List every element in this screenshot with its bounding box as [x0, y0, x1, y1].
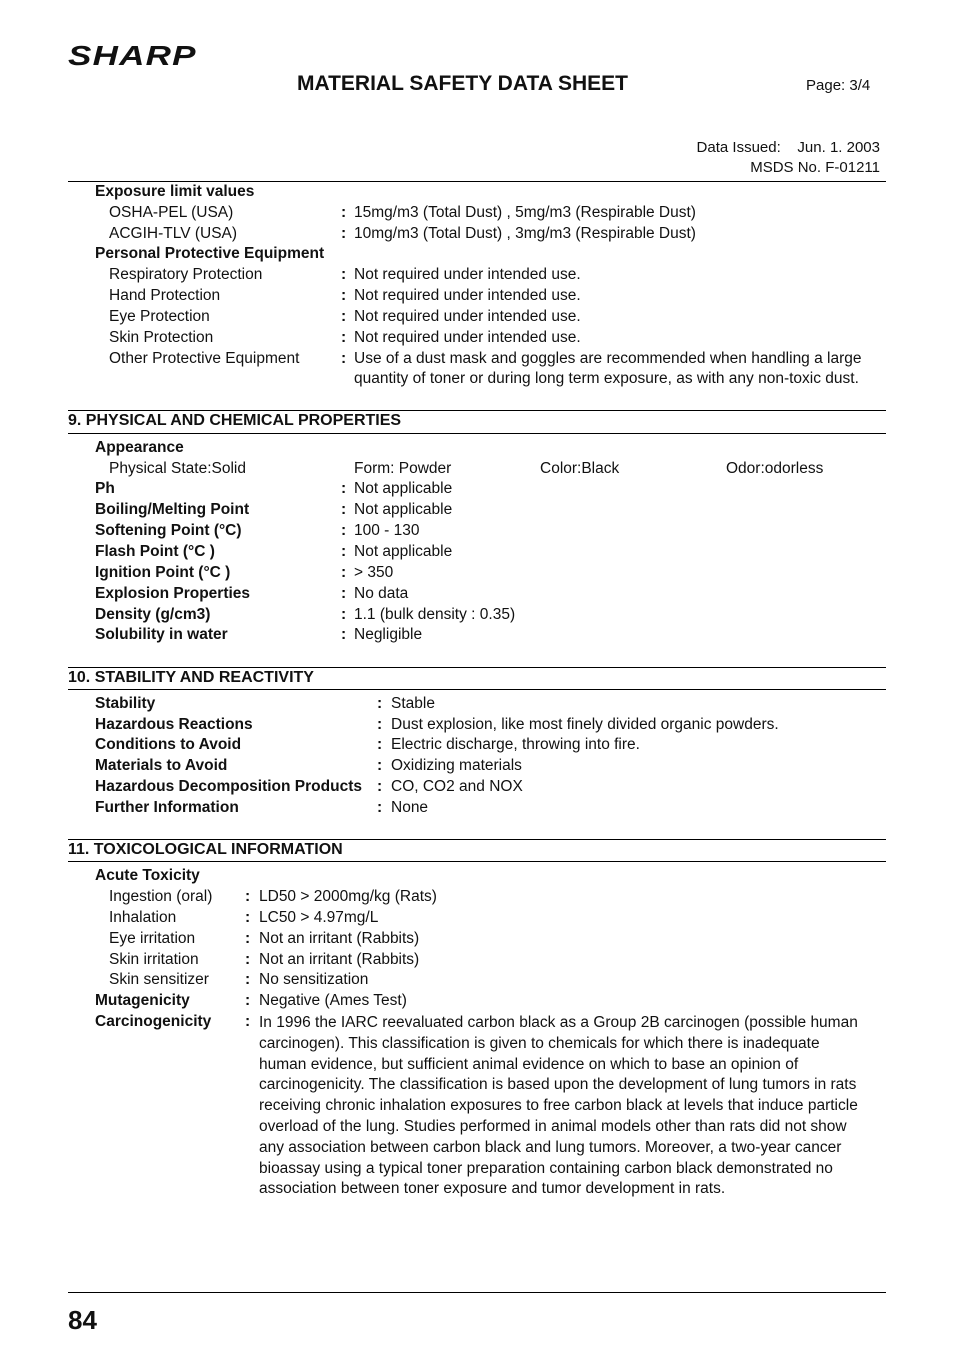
colon: : — [341, 204, 347, 221]
colon: : — [341, 225, 347, 242]
osha-value: 15mg/m3 (Total Dust) , 5mg/m3 (Respirable Dust) — [354, 204, 696, 221]
colon: : — [377, 778, 383, 795]
physical-state: Physical State:Solid — [109, 460, 246, 477]
section-10-heading: 10. STABILITY AND REACTIVITY — [68, 669, 314, 686]
color: Color:Black — [540, 460, 620, 477]
osha-label: OSHA-PEL (USA) — [109, 204, 234, 221]
colon: : — [377, 799, 383, 816]
density-label: Density (g/cm3) — [95, 606, 211, 623]
divider — [68, 667, 886, 668]
further-info-label: Further Information — [95, 799, 239, 816]
colon: : — [245, 992, 251, 1009]
ingestion-label: Ingestion (oral) — [109, 888, 213, 905]
ignition-label: Ignition Point (°C ) — [95, 564, 231, 581]
conditions-label: Conditions to Avoid — [95, 736, 242, 753]
stability-value: Stable — [391, 695, 435, 712]
hazardous-reactions-label: Hazardous Reactions — [95, 716, 253, 733]
solubility-label: Solubility in water — [95, 626, 228, 643]
colon: : — [377, 695, 383, 712]
colon: : — [341, 585, 347, 602]
appearance-heading: Appearance — [95, 439, 184, 456]
skin-value: Not required under intended use. — [354, 329, 581, 346]
divider — [68, 839, 886, 840]
ppe-heading: Personal Protective Equipment — [95, 245, 325, 262]
skin-irritation-value: Not an irritant (Rabbits) — [259, 951, 420, 968]
density-value: 1.1 (bulk density : 0.35) — [354, 606, 516, 623]
data-issued: Data Issued: Jun. 1. 2003 — [696, 139, 880, 156]
divider — [68, 1292, 886, 1293]
stability-label: Stability — [95, 695, 156, 712]
divider — [68, 861, 886, 862]
issue-info — [697, 138, 880, 178]
ignition-value: > 350 — [354, 564, 394, 581]
colon: : — [245, 971, 251, 988]
explosion-value: No data — [354, 585, 409, 602]
page-indicator: Page: 3/4 — [806, 77, 871, 94]
hazardous-reactions-value: Dust explosion, like most finely divided organic powders. — [391, 716, 779, 733]
carcinogenicity-line: carcinogen). This classification is given to chemicals for which there is inadequate — [259, 1034, 820, 1052]
divider — [68, 410, 886, 411]
colon: : — [377, 757, 383, 774]
colon: : — [341, 626, 347, 643]
section-11-heading: 11. TOXICOLOGICAL INFORMATION — [68, 841, 343, 858]
carcinogenicity-line: association between toner exposure and tumor development in rats. — [259, 1180, 726, 1198]
respiratory-value: Not required under intended use. — [354, 266, 581, 283]
conditions-value: Electric discharge, throwing into fire. — [391, 736, 640, 753]
divider — [68, 181, 886, 182]
colon: : — [245, 951, 251, 968]
mutagenicity-value: Negative (Ames Test) — [259, 992, 407, 1009]
colon: : — [341, 606, 347, 623]
boiling-value: Not applicable — [354, 501, 453, 518]
solubility-value: Negligible — [354, 626, 423, 643]
colon: : — [341, 266, 347, 283]
softening-value: 100 - 130 — [354, 522, 420, 539]
divider — [68, 689, 886, 690]
carcinogenicity-line: any association between carbon black and lung tumors. Moreover, a two-year cancer — [259, 1138, 842, 1156]
hand-value: Not required under intended use. — [354, 287, 581, 304]
carcinogenicity-line: receiving chronic inhalation exposures to free carbon black at levels that induce particle — [259, 1097, 858, 1115]
ph-label: Ph — [95, 480, 115, 497]
explosion-label: Explosion Properties — [95, 585, 251, 602]
flash-label: Flash Point (°C ) — [95, 543, 215, 560]
skin-label: Skin Protection — [109, 329, 214, 346]
page-number: 84 — [68, 1305, 97, 1335]
carcinogenicity-line: In 1996 the IARC reevaluated carbon black as a Group 2B carcinogen (possible human — [259, 1014, 858, 1031]
odor: Odor:odorless — [726, 460, 824, 477]
further-info-value: None — [391, 799, 429, 816]
skin-irritation-label: Skin irritation — [109, 951, 199, 968]
colon: : — [341, 501, 347, 518]
colon: : — [341, 329, 347, 346]
colon: : — [245, 909, 251, 926]
softening-label: Softening Point (°C) — [95, 522, 242, 539]
colon: : — [245, 1013, 251, 1030]
divider — [68, 433, 886, 434]
colon: : — [341, 350, 347, 367]
hand-label: Hand Protection — [109, 287, 221, 304]
msds-number: MSDS No. F-01211 — [750, 159, 880, 176]
other-ppe-label: Other Protective Equipment — [109, 350, 300, 367]
colon: : — [377, 736, 383, 753]
decomposition-value: CO, CO2 and NOX — [391, 778, 523, 795]
eye-value: Not required under intended use. — [354, 308, 581, 325]
colon: : — [341, 543, 347, 560]
boiling-label: Boiling/Melting Point — [95, 501, 250, 518]
carcinogenicity-text — [259, 1013, 886, 1200]
colon: : — [341, 287, 347, 304]
inhalation-label: Inhalation — [109, 909, 177, 926]
colon: : — [245, 930, 251, 947]
acgih-label: ACGIH-TLV (USA) — [109, 225, 238, 242]
other-ppe-value-1: Use of a dust mask and goggles are recommended when handling a large — [354, 350, 862, 367]
carcinogenicity-line: human evidence, but sufficient animal evidence on which to base an opinion of — [259, 1055, 799, 1073]
inhalation-value: LC50 > 4.97mg/L — [259, 909, 379, 926]
other-ppe-value-2: quantity of toner or during long term exposure, as with any non-toxic dust. — [354, 370, 859, 387]
eye-irritation-value: Not an irritant (Rabbits) — [259, 930, 420, 947]
acgih-value: 10mg/m3 (Total Dust) , 3mg/m3 (Respirable Dust) — [354, 225, 696, 242]
respiratory-label: Respiratory Protection — [109, 266, 263, 283]
colon: : — [341, 308, 347, 325]
ph-value: Not applicable — [354, 480, 453, 497]
colon: : — [377, 716, 383, 733]
colon: : — [341, 522, 347, 539]
eye-irritation-label: Eye irritation — [109, 930, 196, 947]
mutagenicity-label: Mutagenicity — [95, 992, 190, 1009]
decomposition-label: Hazardous Decomposition Products — [95, 778, 362, 795]
exposure-heading: Exposure limit values — [95, 183, 255, 200]
flash-value: Not applicable — [354, 543, 453, 560]
eye-label: Eye Protection — [109, 308, 210, 325]
section-9-heading: 9. PHYSICAL AND CHEMICAL PROPERTIES — [68, 412, 402, 429]
carcinogenicity-line: overload of the lung. Studies performed in animal models other than rats did not show — [259, 1117, 847, 1135]
skin-sensitizer-value: No sensitization — [259, 971, 369, 988]
carcinogenicity-line: carcinogenicity. The classification is based upon the development of lung tumors in rats — [259, 1076, 857, 1094]
colon: : — [341, 480, 347, 497]
carcinogenicity-label: Carcinogenicity — [95, 1013, 212, 1030]
document-title: MATERIAL SAFETY DATA SHEET — [297, 72, 628, 95]
colon: : — [245, 888, 251, 905]
materials-value: Oxidizing materials — [391, 757, 522, 774]
ingestion-value: LD50 > 2000mg/kg (Rats) — [259, 888, 437, 905]
sharp-logo: SHARP — [68, 40, 197, 71]
skin-sensitizer-label: Skin sensitizer — [109, 971, 209, 988]
form: Form: Powder — [354, 460, 452, 477]
colon: : — [341, 564, 347, 581]
carcinogenicity-line: bioassay using a typical toner preparation containing carbon black demonstrated no — [259, 1159, 833, 1177]
materials-label: Materials to Avoid — [95, 757, 228, 774]
acute-toxicity-heading: Acute Toxicity — [95, 867, 200, 884]
